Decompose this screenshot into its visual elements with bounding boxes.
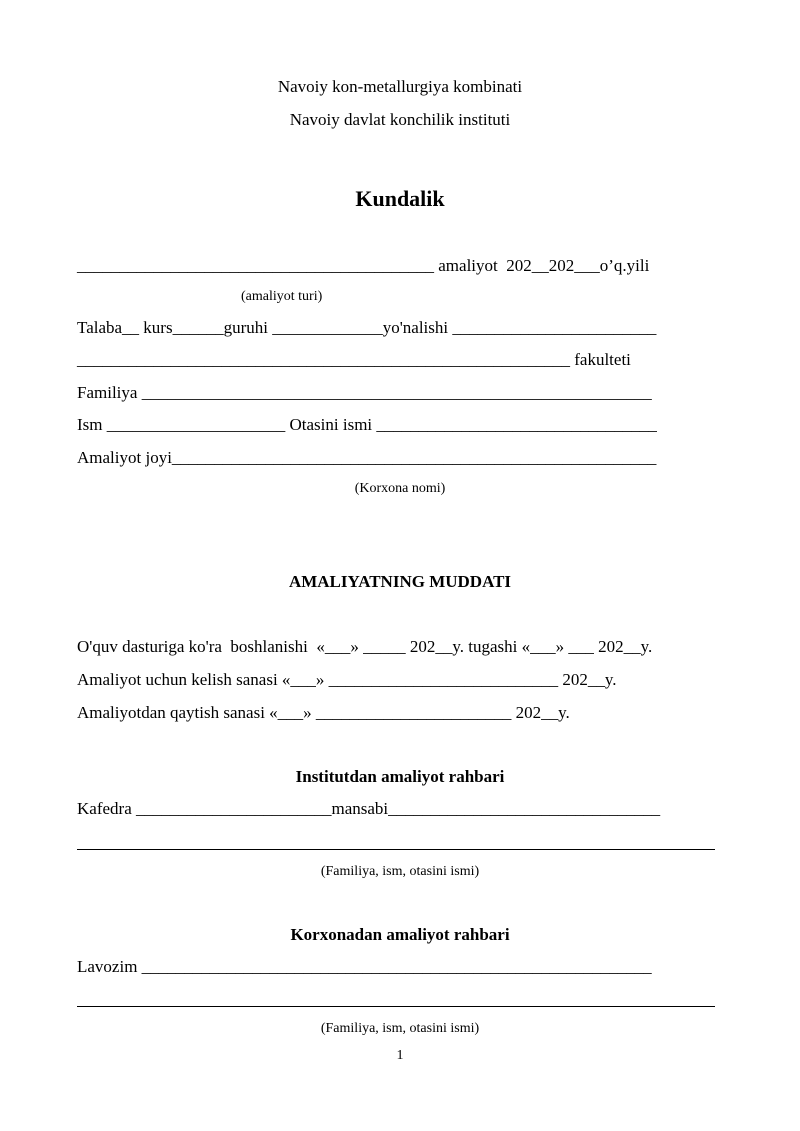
practice-type-caption: (amaliyot turi) [241,289,323,304]
institute-supervisor-name-rule [77,849,715,850]
practice-place-line: Amaliyot joyi_________________________________________________________ [77,448,657,467]
header-institute: Navoiy davlat konchilik instituti [289,110,511,129]
position-line: Lavozim ____________________________________________________________ [77,957,652,976]
enterprise-supervisor-heading: Korxonadan amaliyot rahbari [290,925,510,944]
faculty-line: __________________________________________________________ fakulteti [77,350,631,369]
surname-line: Familiya ____________________________________________________________ [77,383,652,402]
practice-type-line: __________________________________________ amaliyot 202__202___o’q.yili [77,256,650,275]
page-number: 1 [396,1048,404,1063]
enterprise-name-caption: (Korxona nomi) [354,481,446,496]
document-title: Kundalik [355,186,445,211]
institute-supervisor-caption: (Familiya, ism, otasini ismi) [320,864,480,879]
name-line: Ism _____________________ Otasini ismi _________________________________ [77,415,657,434]
student-course-line: Talaba__ kurs______guruhi _____________yo'nalishi ________________________ [77,318,657,337]
return-date-line: Amaliyotdan qaytish sanasi «___» _______________________ 202__y. [77,703,570,722]
program-dates-line: O'quv dasturiga ko'ra boshlanishi «___» _____ 202__y. tugashi «___» ___ 202__y. [77,637,653,656]
enterprise-supervisor-caption: (Familiya, ism, otasini ismi) [320,1021,480,1036]
arrival-date-line: Amaliyot uchun kelish sanasi «___» ___________________________ 202__y. [77,670,617,689]
department-position-line: Kafedra _______________________mansabi________________________________ [77,799,661,818]
enterprise-supervisor-name-rule [77,1006,715,1007]
duration-heading: AMALIYATNING MUDDATI [288,572,512,591]
header-organization: Navoiy kon-metallurgiya kombinati [277,77,523,96]
institute-supervisor-heading: Institutdan amaliyot rahbari [295,767,505,786]
